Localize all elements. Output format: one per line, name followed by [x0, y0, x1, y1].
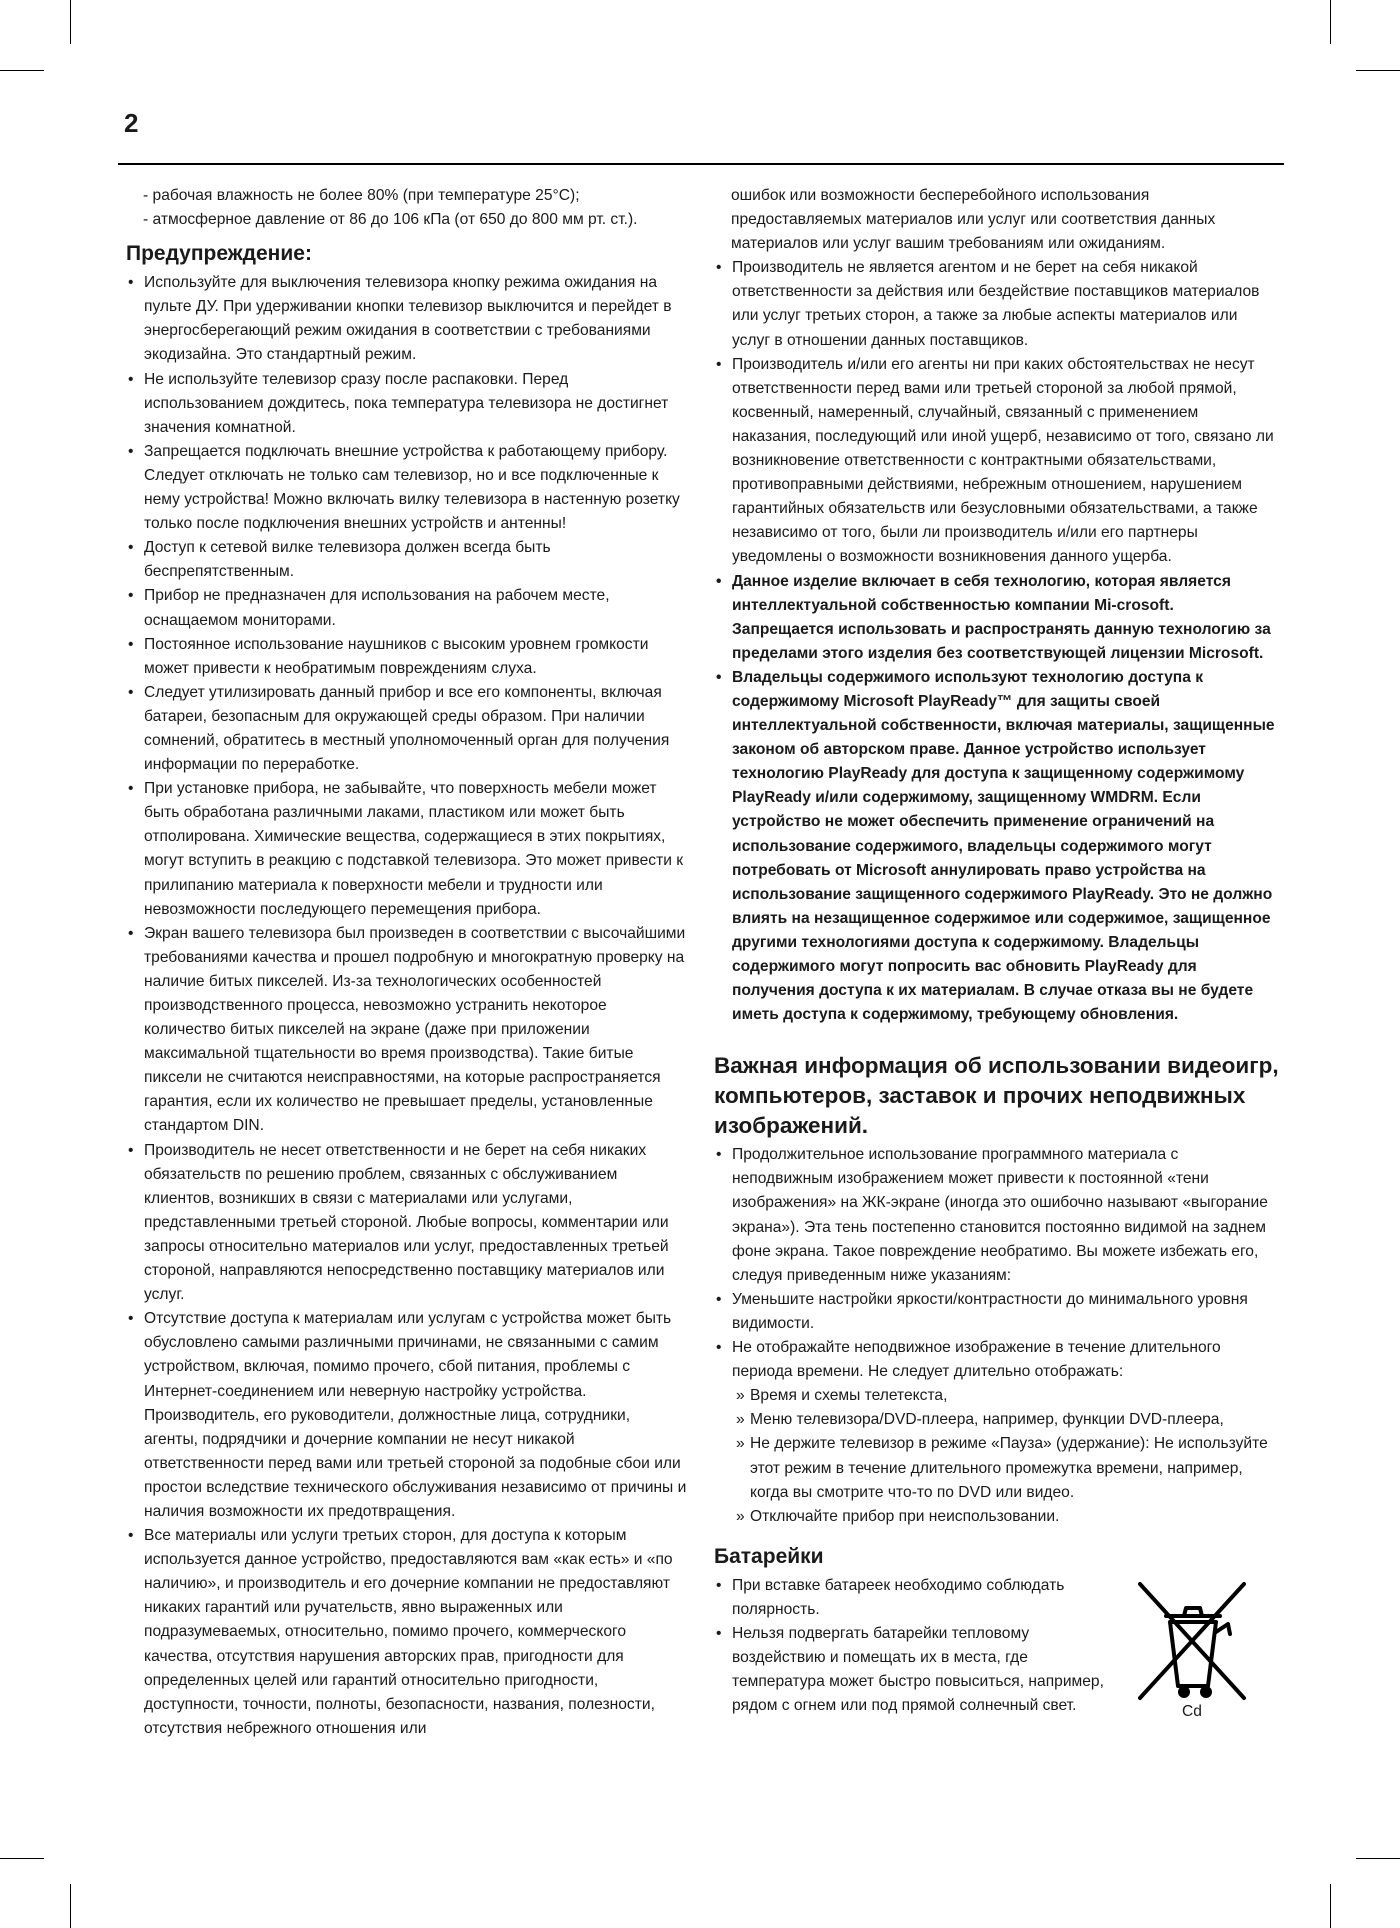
header-rule [118, 163, 1284, 165]
sub-list-item: » Время и схемы телетекста, [736, 1384, 1279, 1408]
list-item: • При установке прибора, не забывайте, что поверхность мебели может быть обработана различными лаками, пластиком или может быть отполирована. Химические вещества, содержащиеся в этих покрытиях, могут вступить в реакцию с подставкой телевизора. Это может привести к прилипанию материала к поверхности мебели и трудности или невозможности последующего перемещения прибора. [126, 777, 688, 922]
list-item: • При вставке батареек необходимо соблюдать полярность. [714, 1574, 1104, 1622]
still-image-sublist [736, 1384, 1279, 1529]
list-item: • Не используйте телевизор сразу после распаковки. Перед использованием дождитесь, пока температура телевизора не достигнет значения комнатной. [126, 368, 688, 440]
crop-mark [0, 1858, 44, 1859]
list-item: • Постоянное использование наушников с высоким уровнем громкости может привести к необратимым повреждениям слуха. [126, 633, 688, 681]
important-info-list [714, 1143, 1279, 1384]
list-item: • Запрещается подключать внешние устройства к работающему прибору. Следует отключать не только сам телевизор, но и все подключенные к нему устройства! Можно включать вилку телевизора в настенную розетку только после подключения внешних устройств и антенны! [126, 440, 688, 536]
left-column [126, 184, 688, 1741]
list-item: • Уменьшите настройки яркости/контрастности до минимального уровня видимости. [714, 1288, 1279, 1336]
batteries-section [714, 1574, 1279, 1719]
list-item: • Доступ к сетевой вилке телевизора должен всегда быть беспрепятственным. [126, 536, 688, 584]
crop-mark [0, 70, 44, 71]
liability-list [714, 256, 1279, 1027]
list-item: • Производитель не несет ответственности и не берет на себя никаких обязательств по решению проблем, связанных с обслуживанием клиентов, возникших в связи с материалами или услугами, представленными третьей стороной. Любые вопросы, комментарии или запросы относительно материалов или услуг, предоставленных третьей стороной, направляются непосредственно поставщику материалов или услуг. [126, 1139, 688, 1308]
list-item: • Производитель не является агентом и не берет на себя никакой ответственности за действия или бездействие поставщиков материалов или услуг третьих сторон, а также за любые аспекты материалов или услуг в отношении данных поставщиков. [714, 256, 1279, 352]
crop-mark [1356, 1858, 1400, 1859]
crop-mark [70, 0, 71, 44]
batteries-list [714, 1574, 1104, 1719]
cd-label: Cd [1182, 1702, 1202, 1720]
list-item: • Экран вашего телевизора был произведен в соответствии с высочайшими требованиями качества и прошел подробную и многократную проверку на наличие битых пикселей. Из-за технологических особенностей производственного процесса, невозможно устранить некоторое количество битых пикселей на экране (даже при приложении максимальной тщательности во время производства). Такие битые пиксели не считаются неисправностями, на которые распространяется гарантия, если их количество не превышает пределы, установленные стандартом DIN. [126, 922, 688, 1139]
warning-list [126, 271, 688, 1741]
list-item: • Прибор не предназначен для использования на рабочем месте, оснащаемом мониторами. [126, 584, 688, 632]
crop-mark [1330, 0, 1331, 44]
batteries-heading: Батарейки [714, 1544, 824, 1568]
page-number: 2 [124, 108, 139, 138]
crossed-out-wheelie-bin-icon [1132, 1576, 1252, 1704]
sub-list-item: » Не держите телевизор в режиме «Пауза» (удержание): Не используйте этот режим в течение длительного промежутка времени, например, когда вы смотрите что-то по DVD или видео. [736, 1432, 1279, 1504]
important-info-heading: Важная информация об использовании видеоигр, компьютеров, заставок и прочих неподвижных изображений. [714, 1053, 1279, 1139]
list-item: • Производитель и/или его агенты ни при каких обстоятельствах не несут ответственности перед вами или третьей стороной за любой прямой, косвенный, намеренный, случайный, связанный с применением наказания, последующий или иной ущерб, независимо от того, связано ли возникновение ответственности с контрактными обязательствами, противоправными действиями, небрежным отношением, нарушением гарантийных обязательств или безусловными обязательствами, а также независимо от того, были ли производитель и/или его партнеры уведомлены о возможности возникновения данного ущерба. [714, 353, 1279, 570]
sub-list-item: » Меню телевизора/DVD-плеера, например, функции DVD-плеера, [736, 1408, 1279, 1432]
intro-line: - атмосферное давление от 86 до 106 кПа (от 650 до 800 мм рт. ст.). [143, 211, 638, 229]
list-item: • Используйте для выключения телевизора кнопку режима ожидания на пульте ДУ. При удерживании кнопки телевизор выключится и перейдет в энергосберегающий режим ожидания в соответствии с требованиями экодизайна. Это стандартный режим. [126, 271, 688, 367]
crop-mark [70, 1884, 71, 1928]
sub-list-item: » Отключайте прибор при неиспользовании. [736, 1505, 1279, 1529]
crop-mark [1330, 1884, 1331, 1928]
list-item: • Владельцы содержимого используют технологию доступа к содержимому Microsoft PlayReady™ для защиты своей интеллектуальной собственности, включая материалы, защищенные законом об авторском праве. Данное устройство использует технологию PlayReady для доступа к защищенному содержимому PlayReady и/или содержимому, защищенному WMDRM. Если устройство не может обеспечить применение ограничений на использование содержимого, владельцы содержимого могут потребовать от Microsoft аннулировать право устройства на использование защищенного содержимого PlayReady. Это не должно влиять на незащищенное содержимое или содержимое, защищенное другими технологиями доступа к содержимому. Владельцы содержимого могут попросить вас обновить PlayReady для получения доступа к их материалам. В случае отказа вы не будете иметь доступа к содержимому, требующему обновления. [714, 666, 1279, 1027]
list-item: • Продолжительное использование программного материала с неподвижным изображением может привести к постоянной «тени изображения» на ЖК-экране (иногда это ошибочно называют «выгорание экрана»). Эта тень постепенно становится постоянно видимой на заднем фоне экрана. Такое повреждение необратимо. Вы можете избежать его, следуя приведенным ниже указаниям: [714, 1143, 1279, 1288]
list-item: • Все материалы или услуги третьих сторон, для доступа к которым используется данное устройство, предоставляются вам «как есть» и «по наличию», и производитель и его дочерние компании не предоставляют никаких гарантий или ручательств, явно выраженных или подразумеваемых, относительно, помимо прочего, коммерческого качества, отсутствия нарушения авторских прав, пригодности для определенных целей или гарантий относительно пригодности, доступности, точности, полноты, безопасности, названия, полезности, отсутствия небрежного отношения или [126, 1524, 688, 1741]
list-item: • Данное изделие включает в себя технологию, которая является интеллектуальной собственностью компании Mi-crosoft. Запрещается использовать и распространять данную технологию за пределами этого изделия без соответствующей лицензии Microsoft. [714, 570, 1279, 666]
intro-line: - рабочая влажность не более 80% (при температуре 25°С); [143, 187, 580, 204]
crop-mark [1356, 70, 1400, 71]
weee-symbol [1132, 1576, 1252, 1726]
list-item: • Следует утилизировать данный прибор и все его компоненты, включая батареи, безопасным для окружающей среды образом. При наличии сомнений, обратитесь в местный уполномоченный орган для получения информации по переработке. [126, 681, 688, 777]
list-item: • Отсутствие доступа к материалам или услугам с устройства может быть обусловлено самыми различными причинами, не связанными с самим устройством, включая, помимо прочего, сбой питания, проблемы с Интернет-соединением или неверную настройку устройства. Производитель, его руководители, должностные лица, сотрудники, агенты, подрядчики и дочерние компании не несут никакой ответственности перед вами или третьей стороной за подобные сбои или простои вследствие технического обслуживания независимо от причины и наличия возможности их предотвращения. [126, 1307, 688, 1524]
continuation-text: ошибок или возможности бесперебойного использования предоставляемых материалов или услуг или соответствия данных материалов или услуг вашим требованиям или ожиданиям. [731, 187, 1216, 253]
list-item: • Не отображайте неподвижное изображение в течение длительного периода времени. Не следует длительно отображать: [714, 1336, 1279, 1384]
right-column [714, 184, 1279, 1718]
list-item: • Нельзя подвергать батарейки тепловому воздействию и помещать их в места, где температура может быстро повыситься, например, рядом с огнем или под прямой солнечный свет. [714, 1622, 1104, 1718]
warning-heading: Предупреждение: [126, 242, 312, 266]
